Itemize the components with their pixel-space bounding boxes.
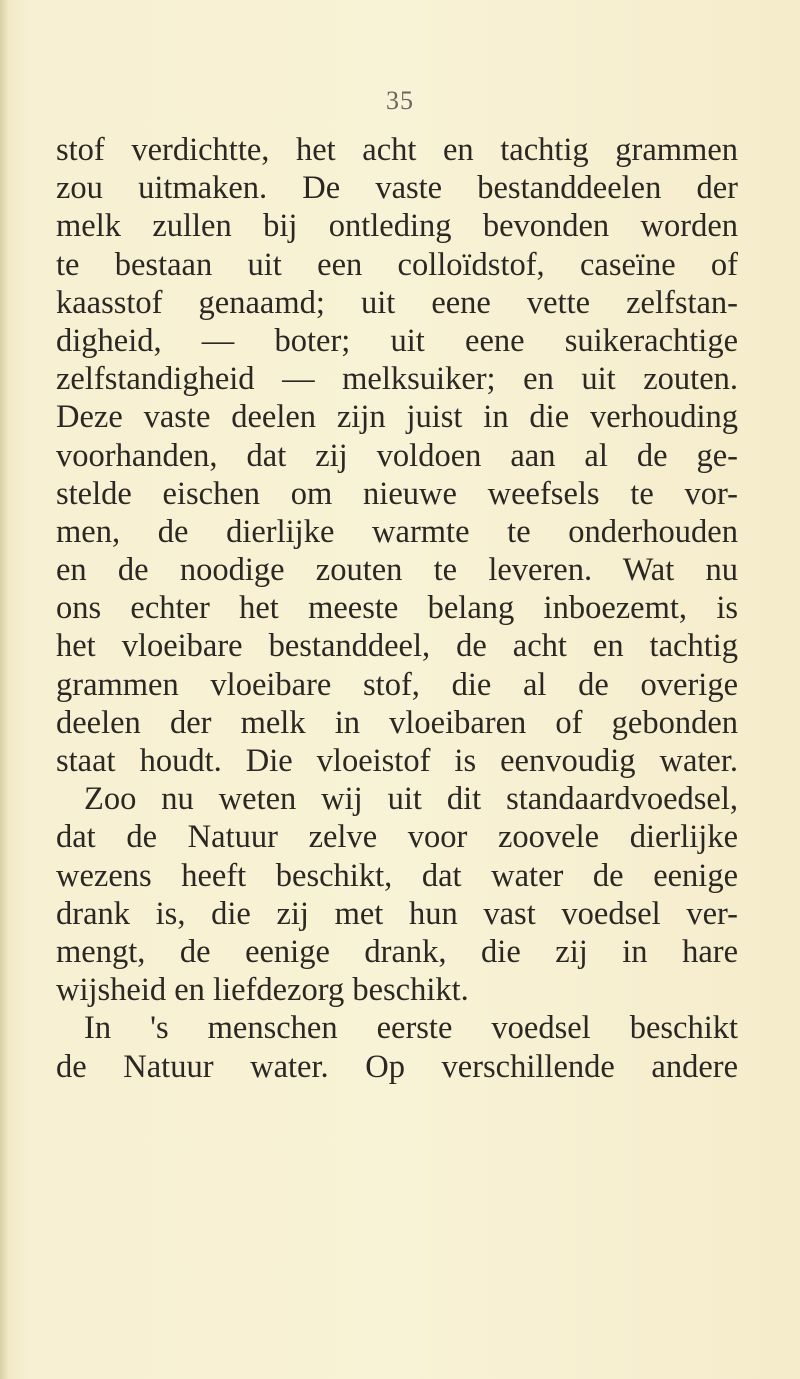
text-line: zou uitmaken. De vaste bestanddeelen der <box>56 170 738 207</box>
text-line: te bestaan uit een colloïdstof, caseïne of <box>56 246 738 283</box>
paragraph-end-line: wijsheid en liefdezorg beschikt. <box>56 972 469 1009</box>
text-line: zelfstandigheid — melksuiker; en uit zouten. <box>56 361 738 398</box>
text-line: men, de dierlijke warmte te onderhouden <box>56 513 738 550</box>
text-line: stelde eischen om nieuwe weefsels te vor- <box>56 475 738 512</box>
text-line: dat de Natuur zelve voor zoovele dierlijke <box>56 819 738 856</box>
text-line: het vloeibare bestanddeel, de acht en tachtig <box>56 628 738 665</box>
text-line: voorhanden, dat zij voldoen aan al de ge- <box>56 437 738 474</box>
text-line: ons echter het meeste belang inboezemt, is <box>56 590 738 627</box>
text-line: mengt, de eenige drank, die zij in hare <box>56 933 738 970</box>
text-line: wezens heeft beschikt, dat water de eenige <box>56 857 738 894</box>
paragraph-start-line: In 's menschen eerste voedsel beschikt <box>84 1010 738 1047</box>
page-number: 35 <box>386 86 414 115</box>
paragraph-start-line: Zoo nu weten wij uit dit standaardvoedsel, <box>84 781 738 818</box>
text-line: Deze vaste deelen zijn juist in die verhouding <box>56 399 738 436</box>
text-line: deelen der melk in vloeibaren of gebonden <box>56 704 738 741</box>
text-line: digheid, — boter; uit eene suikerachtige <box>56 322 738 359</box>
text-line: kaasstof genaamd; uit eene vette zelfstan- <box>56 284 738 321</box>
text-line: en de noodige zouten te leveren. Wat nu <box>56 552 738 589</box>
text-line: grammen vloeibare stof, die al de overige <box>56 666 738 703</box>
body-text <box>56 131 738 1086</box>
text-line: staat houdt. Die vloeistof is eenvoudig water. <box>56 743 738 779</box>
text-line: melk zullen bij ontleding bevonden worden <box>56 208 738 245</box>
page-binding-edge <box>0 0 8 1379</box>
text-line: de Natuur water. Op verschillende andere <box>56 1048 738 1085</box>
text-line: stof verdichtte, het acht en tachtig grammen <box>56 132 738 168</box>
text-line: drank is, die zij met hun vast voedsel ver- <box>56 895 738 932</box>
